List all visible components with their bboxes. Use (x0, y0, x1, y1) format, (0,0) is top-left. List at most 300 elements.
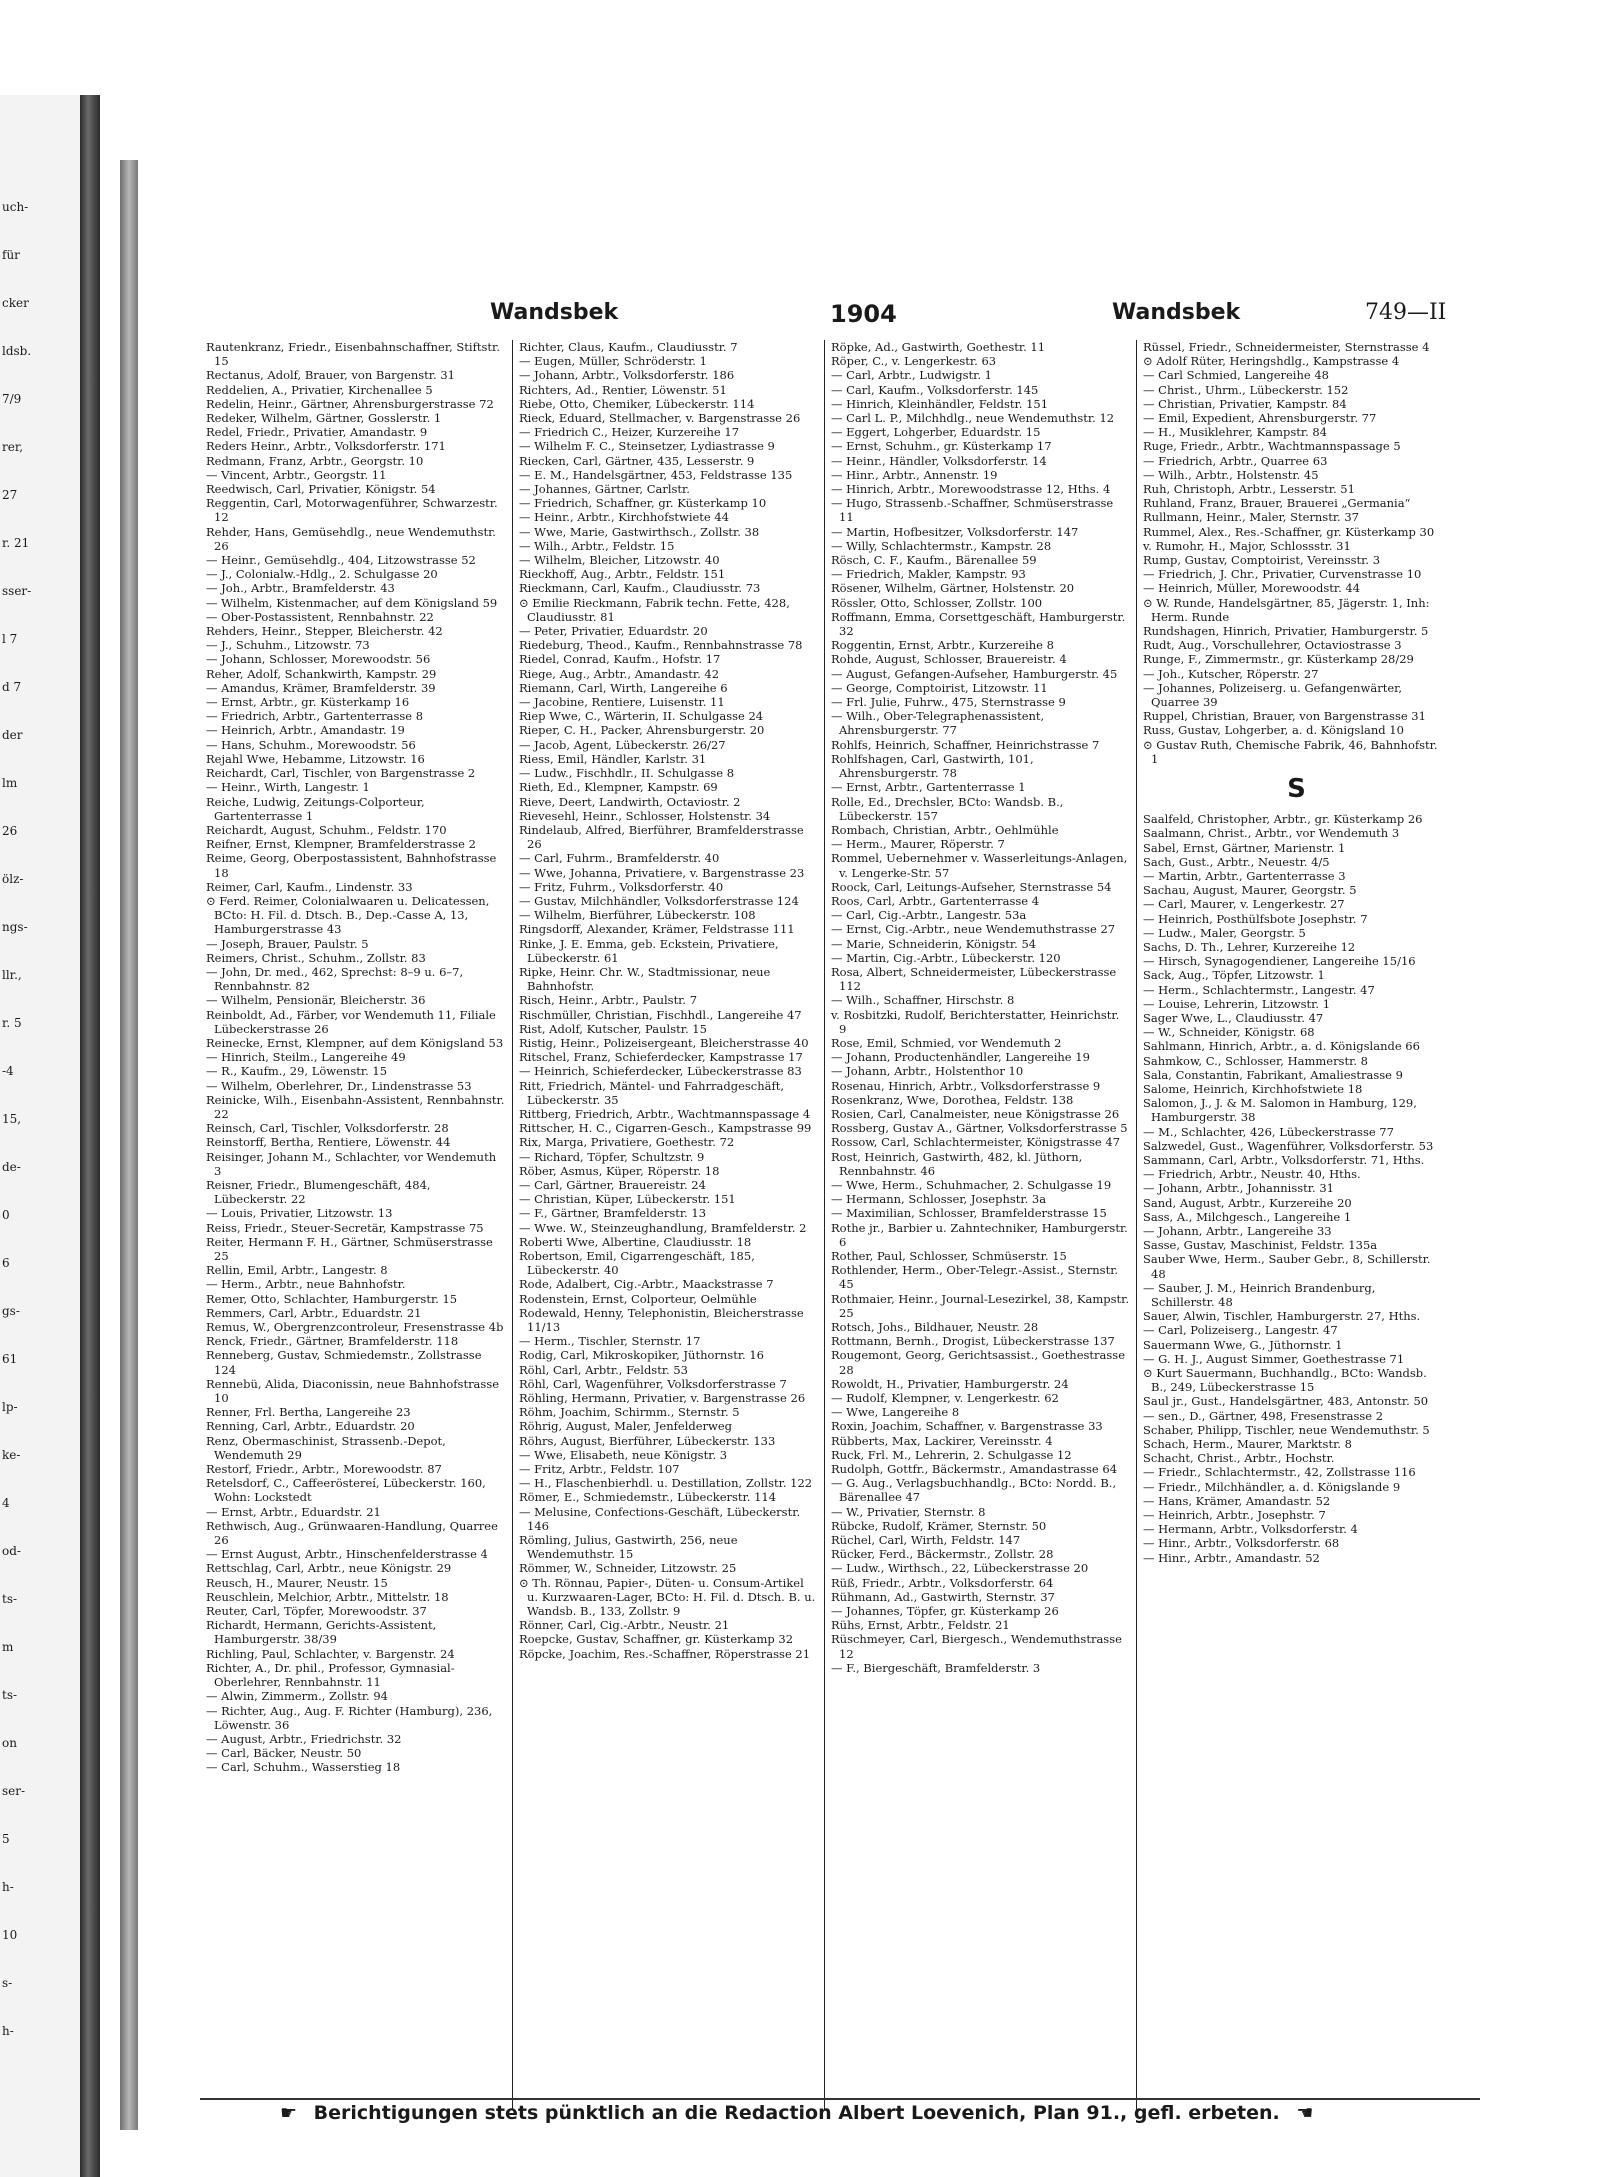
directory-entry: — Heinrich, Posthülfsbote Josephstr. 7 (1143, 911, 1368, 926)
directory-entry: Röhrs, August, Bierführer, Lübeckerstr. 133 (519, 1433, 776, 1448)
directory-entry: — Heinr., Wirth, Langestr. 1 (206, 780, 370, 795)
facing-page-text-fragment: 5 (2, 1832, 10, 1846)
facing-page-text-fragment: 15, (2, 1112, 22, 1126)
directory-entry: Sasse, Gustav, Maschinist, Feldstr. 135a (1143, 1238, 1378, 1253)
directory-entry: Rindelaub, Alfred, Bierführer, Bramfelderstrasse 26 (519, 822, 804, 852)
directory-entry: — Ernst August, Arbtr., Hinschenfelderstrasse 4 (206, 1547, 488, 1562)
directory-entry: — August, Arbtr., Friedrichstr. 32 (206, 1731, 402, 1746)
directory-entry: — Friedrich, Makler, Kampstr. 93 (831, 567, 1026, 582)
directory-entry: — Johann, Arbtr., Volksdorferstr. 186 (519, 368, 735, 383)
directory-entry: Saul jr., Gust., Handelsgärtner, 483, Antonstr. 50 (1143, 1394, 1429, 1409)
section-letter: S (1287, 774, 1306, 805)
directory-entry: — Wilhelm, Oberlehrer, Dr., Lindenstrasse 53 (206, 1078, 472, 1093)
directory-entry: Robertson, Emil, Cigarrengeschäft, 185, Lübeckerstr. 40 (519, 1249, 755, 1278)
directory-entry: Redelin, Heinr., Gärtner, Ahrensburgerstrasse 72 (206, 396, 494, 411)
directory-entry: Schach, Herm., Maurer, Marktstr. 8 (1143, 1437, 1352, 1452)
directory-entry: — Martin, Arbtr., Gartenterrasse 3 (1143, 868, 1346, 883)
facing-page-text-fragment: ldsb. (2, 344, 32, 358)
facing-page-text-fragment: d 7 (2, 680, 22, 694)
directory-entry: — Alwin, Zimmerm., Zollstr. 94 (206, 1689, 389, 1704)
directory-entry: — Wwe, Langereihe 8 (831, 1405, 960, 1420)
directory-entry: Sauer, Alwin, Tischler, Hamburgerstr. 27, Hths. (1143, 1309, 1421, 1324)
directory-entry: Rinke, J. E. Emma, geb. Eckstein, Privatiere, Lübeckerstr. 61 (519, 936, 779, 965)
directory-entry: Retelsdorf, C., Caffeeröstereí, Lübeckerstr. 160, Wohn: Lockstedt (206, 1476, 486, 1505)
directory-entry: — Eggert, Lohgerber, Eduardstr. 15 (831, 425, 1041, 440)
directory-entry: Römer, E., Schmiedemstr., Lübeckerstr. 114 (519, 1490, 777, 1505)
directory-entry: — Wilhelm, Pensionär, Bleicherstr. 36 (206, 993, 426, 1008)
directory-entry: Ruhland, Franz, Brauer, Brauerei „Germania“ (1143, 496, 1411, 511)
directory-entry: Sahmkow, C., Schlosser, Hammerstr. 8 (1143, 1053, 1368, 1068)
directory-entry: Reimers, Christ., Schuhm., Zollstr. 83 (206, 950, 426, 965)
directory-entry: Rodewald, Henny, Telephonistin, Bleicherstrasse 11/13 (519, 1305, 804, 1335)
directory-entry: Riege, Aug., Arbtr., Amandastr. 42 (519, 666, 720, 681)
directory-entry: — Herm., Arbtr., neue Bahnhofstr. (206, 1277, 406, 1292)
directory-entry: Renz, Obermaschinist, Strassenb.-Depot, Wendemuth 29 (206, 1433, 446, 1462)
facing-page-text-fragment: 6 (2, 1256, 10, 1270)
directory-entry: — Wilh., Arbtr., Feldstr. 15 (519, 538, 675, 553)
directory-entry: — Friedrich, Arbtr., Neustr. 40, Hths. (1143, 1167, 1361, 1182)
directory-entry: — Wilhelm, Bleicher, Litzowstr. 40 (519, 553, 720, 568)
directory-entry: — Ludw., Maler, Georgstr. 5 (1143, 925, 1306, 940)
directory-entry: — Amandus, Krämer, Bramfelderstr. 39 (206, 680, 436, 695)
directory-entry: Reiss, Friedr., Steuer-Secretär, Kampstrasse 75 (206, 1220, 484, 1235)
directory-entry: Rüchel, Carl, Wirth, Feldstr. 147 (831, 1533, 1021, 1548)
directory-entry: — Wwe. W., Steinzeughandlung, Bramfelderstr. 2 (519, 1220, 807, 1235)
facing-page-text-fragment: uch- (2, 200, 29, 214)
directory-entry: Richter, A., Dr. phil., Professor, Gymnasial-Oberlehrer, Rennbahnstr. 11 (206, 1660, 455, 1690)
directory-entry: Ripke, Heinr. Chr. W., Stadtmissionar, neue Bahnhofstr. (519, 964, 771, 994)
facing-page-text-fragment: lm (2, 776, 18, 790)
directory-entry: — Ober-Postassistent, Rennbahnstr. 22 (206, 609, 434, 624)
directory-entry: Rosenkranz, Wwe, Dorothea, Feldstr. 138 (831, 1092, 1074, 1107)
directory-entry: — Herm., Maurer, Röperstr. 7 (831, 837, 1005, 852)
directory-entry: — Hugo, Strassenb.-Schaffner, Schmüserstrasse 11 (831, 496, 1114, 525)
facing-page-text-fragment: l 7 (2, 632, 18, 646)
facing-page-text-fragment: r. 21 (2, 536, 30, 550)
directory-entry: Renning, Carl, Arbtr., Eduardstr. 20 (206, 1419, 415, 1434)
directory-entry: — Hans, Schuhm., Morewoodstr. 56 (206, 737, 416, 752)
directory-entry: Rossow, Carl, Schlachtermeister, Königstrasse 47 (831, 1135, 1120, 1150)
directory-entry: Ristig, Heinr., Polizeisergeant, Bleicherstrasse 40 (519, 1035, 809, 1050)
directory-entry: Rost, Heinrich, Gastwirth, 482, kl. Jüthorn, Rennbahnstr. 46 (831, 1149, 1083, 1178)
facing-page-text-fragment: h- (2, 1880, 14, 1894)
directory-entry: — G. Aug., Verlagsbuchhandlg., BCto: Nordd. B., Bärenallee 47 (831, 1476, 1117, 1505)
directory-entry: — M., Schlachter, 426, Lübeckerstrasse 77 (1143, 1124, 1394, 1139)
directory-entry: — Johann, Arbtr., Johannisstr. 31 (1143, 1181, 1334, 1196)
directory-entry: Rodig, Carl, Mikroskopiker, Jüthornstr. 16 (519, 1348, 765, 1363)
directory-entry: — Fritz, Fuhrm., Volksdorferstr. 40 (519, 879, 724, 894)
directory-entry: — Heinrich, Arbtr., Amandastr. 19 (206, 723, 405, 738)
directory-entry: — J., Colonialw.-Hdlg., 2. Schulgasse 20 (206, 567, 438, 582)
directory-entry: Ringsdorff, Alexander, Krämer, Feldstrasse 111 (519, 922, 795, 937)
facing-page-text-fragment: de- (2, 1160, 21, 1174)
directory-entry: — Carl, Fuhrm., Bramfelderstr. 40 (519, 851, 720, 866)
directory-entry: Rehders, Heinr., Stepper, Bleicherstr. 42 (206, 624, 443, 639)
directory-entry: Ruppel, Christian, Brauer, von Bargenstrasse 31 (1143, 709, 1426, 724)
directory-entry: — H., Musiklehrer, Kampstr. 84 (1143, 425, 1328, 440)
directory-entry: Röhl, Carl, Wagenführer, Volksdorferstrasse 7 (519, 1376, 787, 1391)
directory-entry: Risch, Heinr., Arbtr., Paulstr. 7 (519, 993, 698, 1008)
directory-entry: Rittscher, H. C., Cigarren-Gesch., Kampstrasse 99 (519, 1121, 812, 1136)
directory-entry: Saalfeld, Christopher, Arbtr., gr. Küsterkamp 26 (1143, 812, 1423, 827)
directory-entry: Sahlmann, Hinrich, Arbtr., a. d. Königslande 66 (1143, 1039, 1420, 1054)
directory-entry: Redel, Friedr., Privatier, Amandastr. 9 (206, 425, 428, 440)
directory-entry: Rowoldt, H., Privatier, Hamburgerstr. 24 (831, 1376, 1069, 1391)
directory-entry: Sauber Wwe, Herm., Sauber Gebr., 8, Schillerstr. 48 (1143, 1252, 1431, 1281)
directory-entry: — August, Gefangen-Aufseher, Hamburgerstr. 45 (831, 666, 1118, 681)
directory-entry: Reiche, Ludwig, Zeitungs-Colporteur, Gartenterrasse 1 (206, 794, 425, 823)
directory-entry: Rump, Gustav, Comptoirist, Vereinsstr. 3 (1143, 553, 1381, 568)
directory-entry: Reifner, Ernst, Klempner, Bramfelderstrasse 2 (206, 837, 476, 852)
facing-page-text-fragment: für (2, 248, 20, 262)
directory-entry: — Jacobine, Rentiere, Luisenstr. 11 (519, 695, 725, 710)
directory-entry: Restorf, Friedr., Arbtr., Morewoodstr. 87 (206, 1462, 442, 1477)
directory-entry: Rittberg, Friedrich, Arbtr., Wachtmannspassage 4 (519, 1106, 811, 1121)
facing-page-text-fragment: gs- (2, 1304, 20, 1318)
directory-entry: Roberti Wwe, Albertine, Claudiusstr. 18 (519, 1234, 752, 1249)
header-year: 1904 (830, 300, 897, 328)
directory-entry: Rüß, Friedr., Arbtr., Volksdorferstr. 64 (831, 1575, 1054, 1590)
directory-entry: — Joh., Arbtr., Bramfelderstr. 43 (206, 581, 395, 596)
directory-entry: — Hans, Krämer, Amandastr. 52 (1143, 1493, 1331, 1508)
directory-entry: ⊙ Kurt Sauermann, Buchhandlg., BCto: Wandsb. B., 249, Lübeckerstrasse 15 (1143, 1366, 1427, 1395)
directory-entry: — F., Biergeschäft, Bramfelderstr. 3 (831, 1660, 1041, 1675)
directory-entry: — Wilh., Arbtr., Holstenstr. 45 (1143, 467, 1319, 482)
directory-entry: Röhm, Joachim, Schirmm., Sternstr. 5 (519, 1405, 740, 1420)
directory-entry: Römling, Julius, Gastwirth, 256, neue Wendemuthstr. 15 (519, 1533, 738, 1562)
directory-entry: — Richter, Aug., Aug. F. Richter (Hamburg), 236, Löwenstr. 36 (206, 1703, 493, 1732)
directory-entry: Rönner, Carl, Cig.-Arbtr., Neustr. 21 (519, 1618, 730, 1633)
directory-entry: Ritschel, Franz, Schieferdecker, Kampstrasse 17 (519, 1050, 803, 1065)
directory-entry: Rode, Adalbert, Cig.-Arbtr., Maackstrasse 7 (519, 1277, 774, 1292)
directory-entry: — R., Kaufm., 29, Löwenstr. 15 (206, 1064, 388, 1079)
directory-entry: Rottmann, Bernh., Drogist, Lübeckerstrasse 137 (831, 1334, 1115, 1349)
directory-entry: Rösener, Wilhelm, Gärtner, Holstenstr. 20 (831, 581, 1075, 596)
directory-entry: Rothlender, Herm., Ober-Telegr.-Assist., Sternstr. 45 (831, 1263, 1119, 1292)
directory-entry: — H., Flaschenbierhdl. u. Destillation, Zollstr. 122 (519, 1476, 813, 1491)
directory-entry: Reinecke, Ernst, Klempner, auf dem Königsland 53 (206, 1035, 504, 1050)
directory-entry: — Wwe, Herm., Schuhmacher, 2. Schulgasse 19 (831, 1177, 1112, 1192)
directory-entry: Rectanus, Adolf, Brauer, von Bargenstr. 31 (206, 368, 455, 383)
directory-entry: — Hirsch, Synagogendiener, Langereihe 15/16 (1143, 954, 1416, 969)
directory-entry: Ritt, Friedrich, Mäntel- und Fahrradgeschäft, Lübeckerstr. 35 (519, 1078, 785, 1107)
page-gutter (120, 160, 138, 2130)
directory-entry: — Johann, Productenhändler, Langereihe 19 (831, 1050, 1090, 1065)
directory-entry: Römmer, W., Schneider, Litzowstr. 25 (519, 1561, 737, 1576)
directory-entry: — Ludw., Wirthsch., 22, Lübeckerstrasse 20 (831, 1561, 1089, 1576)
directory-entry: Rothe jr., Barbier u. Zahntechniker, Hamburgerstr. 6 (831, 1220, 1128, 1249)
directory-entry: Röber, Asmus, Küper, Röperstr. 18 (519, 1163, 720, 1178)
directory-entry: Rosa, Albert, Schneidermeister, Lübeckerstrasse 112 (831, 964, 1117, 994)
directory-entry: — Christian, Privatier, Kampstr. 84 (1143, 396, 1347, 411)
directory-entry: Renck, Friedr., Gärtner, Bramfelderstr. 118 (206, 1334, 459, 1349)
directory-entry: — Carl, Polizeiserg., Langestr. 47 (1143, 1323, 1338, 1338)
directory-entry: ⊙ W. Runde, Handelsgärtner, 85, Jägerstr. 1, Inh: Herm. Runde (1143, 595, 1430, 624)
directory-entry: — Hinrich, Steilm., Langereihe 49 (206, 1050, 406, 1065)
directory-entry: ⊙ Th. Rönnau, Papier-, Düten- u. Consum-Artikel u. Kurzwaaren-Lager, BCto: H. Fil. d. Dtsch. B. u. Wandsb. B., 133, Zollstr. 9 (519, 1575, 816, 1619)
facing-page-text-fragment: sser- (2, 584, 32, 598)
pointing-hand-icon: ☛ (280, 2102, 298, 2124)
directory-entry: Reinstorff, Bertha, Rentiere, Löwenstr. 44 (206, 1135, 451, 1150)
directory-entry: Roepcke, Gustav, Schaffner, gr. Küsterkamp 32 (519, 1632, 794, 1647)
facing-page-text-fragment: ngs- (2, 920, 28, 934)
directory-entry: — Friedrich, J. Chr., Privatier, Curvenstrasse 10 (1143, 567, 1422, 582)
directory-entry: Renner, Frl. Bertha, Langereihe 23 (206, 1405, 411, 1420)
directory-entry: Reisinger, Johann M., Schlachter, vor Wendemuth 3 (206, 1149, 497, 1178)
directory-entry: — Friedr., Milchhändler, a. d. Königslande 9 (1143, 1479, 1401, 1494)
column-1 (200, 340, 512, 2110)
directory-entry: Ruck, Frl. M., Lehrerin, 2. Schulgasse 12 (831, 1447, 1072, 1462)
directory-entry: — Gustav, Milchhändler, Volksdorferstrasse 124 (519, 893, 799, 908)
page-number: 749—II (1365, 300, 1447, 325)
directory-entry: Rolle, Ed., Drechsler, BCto: Wandsb. B., Lübeckerstr. 157 (831, 794, 1064, 823)
directory-entry: — Eugen, Müller, Schröderstr. 1 (519, 354, 707, 369)
directory-entry: Reggentin, Carl, Motorwagenführer, Schwarzestr. 12 (206, 496, 498, 525)
facing-page-text-fragment: 4 (2, 1496, 10, 1510)
directory-entry: — Friedr., Schlachtermstr., 42, Zollstrasse 116 (1143, 1465, 1416, 1480)
facing-page-text-fragment: 26 (2, 824, 18, 838)
facing-page-text-fragment: h- (2, 2024, 14, 2038)
directory-entry: Ruge, Friedr., Arbtr., Wachtmannspassage 5 (1143, 439, 1401, 454)
directory-entry: — Carl, Arbtr., Ludwigstr. 1 (831, 368, 992, 383)
directory-entry: Sach, Gust., Arbtr., Neuestr. 4/5 (1143, 854, 1330, 869)
directory-entry: Rieth, Ed., Klempner, Kampstr. 69 (519, 780, 718, 795)
facing-page-text-fragment: rer, (2, 440, 24, 454)
directory-entry: — Ernst, Arbtr., Eduardstr. 21 (206, 1504, 381, 1519)
directory-entry: — E. M., Handelsgärtner, 453, Feldstrasse 135 (519, 467, 793, 482)
directory-entry: — Marie, Schneiderin, Königstr. 54 (831, 936, 1037, 951)
directory-entry: Rösch, C. F., Kaufm., Bärenallee 59 (831, 553, 1037, 568)
directory-entry: — Richard, Töpfer, Schultzstr. 9 (519, 1149, 705, 1164)
directory-entry: Röpcke, Joachim, Res.-Schaffner, Röperstrasse 21 (519, 1646, 811, 1661)
directory-entry: — F., Gärtner, Bramfelderstr. 13 (519, 1206, 707, 1221)
directory-entry: Sack, Aug., Töpfer, Litzowstr. 1 (1143, 968, 1325, 983)
directory-entry: Rüssel, Friedr., Schneidermeister, Sternstrasse 4 (1143, 340, 1430, 354)
directory-entry: — Louis, Privatier, Litzowstr. 13 (206, 1206, 393, 1221)
facing-page-text-fragment: r. 5 (2, 1016, 22, 1030)
facing-page-text-fragment: llr., (2, 968, 22, 982)
directory-entry: Saalmann, Christ., Arbtr., vor Wendemuth 3 (1143, 826, 1400, 841)
directory-entry: Reiter, Hermann F. H., Gärtner, Schmüserstrasse 25 (206, 1234, 493, 1263)
directory-entry: Reimer, Carl, Kaufm., Lindenstr. 33 (206, 879, 413, 894)
directory-entry: — G. H. J., August Simmer, Goethestrasse 71 (1143, 1351, 1405, 1366)
directory-entry: — Carl, Schuhm., Wasserstieg 18 (206, 1760, 401, 1775)
directory-entry: Rose, Emil, Schmied, vor Wendemuth 2 (831, 1035, 1062, 1050)
directory-entry: Sachau, August, Maurer, Georgstr. 5 (1143, 883, 1357, 898)
directory-entry: Rennebü, Alida, Diaconissin, neue Bahnhofstrasse 10 (206, 1376, 500, 1406)
directory-entry: Reher, Adolf, Schankwirth, Kampstr. 29 (206, 666, 437, 681)
directory-entry: — Joh., Kutscher, Röperstr. 27 (1143, 666, 1319, 681)
directory-entry: Rodenstein, Ernst, Colporteur, Oelmühle (519, 1291, 757, 1306)
directory-entry: — Maximilian, Schlosser, Bramfelderstrasse 15 (831, 1206, 1107, 1221)
directory-entry: Reinsch, Carl, Tischler, Volksdorferstr. 28 (206, 1121, 449, 1136)
directory-entry: ⊙ Adolf Rüter, Heringshdlg., Kampstrasse 4 (1143, 354, 1400, 369)
directory-entry: ⊙ Gustav Ruth, Chemische Fabrik, 46, Bahnhofstr. 1 (1143, 737, 1438, 766)
directory-entry: Rombach, Christian, Arbtr., Oehlmühle (831, 822, 1059, 837)
directory-entry: — Heinrich, Arbtr., Josephstr. 7 (1143, 1508, 1326, 1523)
directory-entry: Rössler, Otto, Schlosser, Zollstr. 100 (831, 595, 1043, 610)
facing-page-text-fragment: 61 (2, 1352, 18, 1366)
footer-rule (200, 2098, 1480, 2100)
directory-entry: — Joseph, Brauer, Paulstr. 5 (206, 936, 369, 951)
directory-entry: — Ernst, Arbtr., Gartenterrasse 1 (831, 780, 1026, 795)
directory-entry: Rieckhoff, Aug., Arbtr., Feldstr. 151 (519, 567, 726, 582)
directory-entry: Rehder, Hans, Gemüsehdlg., neue Wendemuthstr. 26 (206, 524, 496, 553)
directory-entry: Röhrig, August, Maler, Jenfelderweg (519, 1419, 733, 1434)
directory-entry: Remus, W., Obergrenzcontroleur, Fresenstrasse 4b (206, 1320, 504, 1335)
directory-page (200, 300, 1480, 2130)
directory-entry: Rohlfs, Heinrich, Schaffner, Heinrichstrasse 7 (831, 737, 1100, 752)
directory-entry: Reuter, Carl, Töpfer, Morewoodstr. 37 (206, 1604, 427, 1619)
facing-page-text-fragment: s- (2, 1976, 13, 1990)
directory-entry: Renneberg, Gustav, Schmiedemstr., Zollstrasse 124 (206, 1348, 482, 1377)
directory-entry: Rieck, Eduard, Stellmacher, v. Bargenstrasse 26 (519, 411, 801, 426)
directory-entry: Reisner, Friedr., Blumengeschäft, 484, Lübeckerstr. 22 (206, 1177, 431, 1207)
directory-entry: — Friedrich, Schaffner, gr. Küsterkamp 10 (519, 496, 767, 511)
directory-entry: Röpke, Ad., Gastwirth, Goethestr. 11 (831, 340, 1046, 354)
directory-entry: — Christ., Uhrm., Lübeckerstr. 152 (1143, 382, 1349, 397)
directory-entry: — Heinrich, Müller, Morewoodstr. 44 (1143, 581, 1361, 596)
facing-page-text-fragment: ts- (2, 1688, 18, 1702)
directory-entry: Rommel, Uebernehmer v. Wasserleitungs-Anlagen, v. Lengerke-Str. 57 (831, 851, 1128, 880)
directory-entry: Rummel, Alex., Res.-Schaffner, gr. Küsterkamp 30 (1143, 524, 1435, 539)
directory-entry: — Carl, Gärtner, Brauereistr. 24 (519, 1177, 706, 1192)
running-header (200, 300, 1480, 336)
directory-entry: — Heinr., Arbtr., Kirchhofstwiete 44 (519, 510, 730, 525)
directory-entry: Schacht, Christ., Arbtr., Hochstr. (1143, 1451, 1335, 1466)
directory-entry: Rühmann, Ad., Gastwirth, Sternstr. 37 (831, 1589, 1055, 1604)
directory-entry: Reusch, H., Maurer, Neustr. 15 (206, 1575, 388, 1590)
header-left-title: Wandsbek (490, 300, 619, 325)
directory-entry: Reuschlein, Melchior, Arbtr., Mittelstr. 18 (206, 1589, 449, 1604)
directory-entry: Sauermann Wwe, G., Jüthornstr. 1 (1143, 1337, 1343, 1352)
directory-entry: — Fritz, Arbtr., Feldstr. 107 (519, 1462, 680, 1477)
directory-entry: Riecken, Carl, Gärtner, 435, Lesserstr. 9 (519, 453, 755, 468)
facing-page-text-fragment: -4 (2, 1064, 14, 1078)
directory-entry: Roggentin, Ernst, Arbtr., Kurzereihe 8 (831, 638, 1054, 653)
directory-entry: — Hinrich, Kleinhändler, Feldstr. 151 (831, 396, 1049, 411)
directory-entry: Reedwisch, Carl, Privatier, Königstr. 54 (206, 482, 436, 497)
directory-entry: Rudolph, Gottfr., Bäckermstr., Amandastrasse 64 (831, 1462, 1118, 1477)
directory-entry: — Frl. Julie, Fuhrw., 475, Sternstrasse 9 (831, 695, 1066, 710)
directory-entry: Rücker, Ferd., Bäckermstr., Zollstr. 28 (831, 1547, 1054, 1562)
directory-entry: — Friedrich, Arbtr., Gartenterrasse 8 (206, 709, 424, 724)
directory-entry: Reinicke, Wilh., Eisenbahn-Assistent, Rennbahnstr. 22 (206, 1092, 505, 1121)
directory-entry: Rohlfshagen, Carl, Gastwirth, 101, Ahrensburgerstr. 78 (831, 751, 1034, 781)
directory-entry: — Ernst, Cig.-Arbtr., neue Wendemuthstrasse 27 (831, 922, 1116, 937)
facing-page-text-fragment: lp- (2, 1400, 18, 1414)
directory-entry: — Heinr., Gemüsehdlg., 404, Litzowstrasse 52 (206, 553, 476, 568)
directory-entry: Rübberts, Max, Lackirer, Vereinsstr. 4 (831, 1433, 1053, 1448)
directory-entry: Roxin, Joachim, Schaffner, v. Bargenstrasse 33 (831, 1419, 1103, 1434)
directory-entry: Riep Wwe, C., Wärterin, II. Schulgasse 24 (519, 709, 764, 724)
directory-entry: — Willy, Schlachtermstr., Kampstr. 28 (831, 538, 1052, 553)
directory-entry: — Wwe, Elisabeth, neue Königstr. 3 (519, 1447, 728, 1462)
directory-entry: — J., Schuhm., Litzowstr. 73 (206, 638, 370, 653)
directory-entry: Sammann, Carl, Arbtr., Volksdorferstr. 71, Hths. (1143, 1152, 1425, 1167)
directory-entry: Riess, Emil, Händler, Karlstr. 31 (519, 751, 707, 766)
directory-entry: — Hinr., Arbtr., Volksdorferstr. 68 (1143, 1536, 1340, 1551)
directory-entry: Reichardt, Carl, Tischler, von Bargenstrasse 2 (206, 766, 476, 781)
facing-page-fragments (0, 200, 118, 2150)
facing-page-text-fragment: cker (2, 296, 29, 310)
directory-entry: Richardt, Hermann, Gerichts-Assistent, Hamburgerstr. 38/39 (206, 1618, 437, 1647)
directory-entry: — Hinr., Arbtr., Annenstr. 19 (831, 467, 998, 482)
directory-entry: — Peter, Privatier, Eduardstr. 20 (519, 624, 708, 639)
directory-entry: Schaber, Philipp, Tischler, neue Wendemuthstr. 5 (1143, 1422, 1430, 1437)
directory-entry: — Johann, Arbtr., Holstenthor 10 (831, 1064, 1024, 1079)
directory-entry: — Ernst, Schuhm., gr. Küsterkamp 17 (831, 439, 1052, 454)
directory-entry: Reinboldt, Ad., Färber, vor Wendemuth 11, Filiale Lübeckerstrasse 26 (206, 1007, 496, 1036)
facing-page-text-fragment: ser- (2, 1784, 26, 1798)
directory-entry: Sala, Constantin, Fabrikant, Amaliestrasse 9 (1143, 1067, 1403, 1082)
directory-entry: — Johann, Schlosser, Morewoodstr. 56 (206, 652, 431, 667)
directory-entry: Rischmüller, Christian, Fischhdl., Langereihe 47 (519, 1007, 802, 1022)
directory-entry: Rossberg, Gustav A., Gärtner, Volksdorferstrasse 5 (831, 1121, 1128, 1136)
directory-entry: — Johannes, Töpfer, gr. Küsterkamp 26 (831, 1604, 1059, 1619)
directory-entry: Reime, Georg, Oberpostassistent, Bahnhofstrasse 18 (206, 851, 497, 880)
directory-entry: — Jacob, Agent, Lübeckerstr. 26/27 (519, 737, 726, 752)
directory-entry: — Johannes, Gärtner, Carlstr. (519, 482, 690, 497)
directory-entry: Rohde, August, Schlosser, Brauereistr. 4 (831, 652, 1067, 667)
directory-entry: Rother, Paul, Schlosser, Schmüserstr. 15 (831, 1249, 1067, 1263)
directory-entry: — George, Comptoirist, Litzowstr. 11 (831, 680, 1048, 695)
directory-entry: Riedeburg, Theod., Kaufm., Rennbahnstrasse 78 (519, 638, 803, 653)
directory-entry: — Herm., Tischler, Sternstr. 17 (519, 1334, 701, 1349)
directory-entry: — sen., D., Gärtner, 498, Fresenstrasse 2 (1143, 1408, 1384, 1423)
directory-entry: Rejahl Wwe, Hebamme, Litzowstr. 16 (206, 751, 425, 766)
directory-entry: — Christian, Küper, Lübeckerstr. 151 (519, 1192, 736, 1207)
facing-page-text-fragment: 7/9 (2, 392, 22, 406)
facing-page-text-fragment: 27 (2, 488, 18, 502)
directory-entry: Remer, Otto, Schlachter, Hamburgerstr. 15 (206, 1291, 458, 1306)
directory-entry: Ruh, Christoph, Arbtr., Lesserstr. 51 (1143, 482, 1355, 497)
directory-entry: Rosien, Carl, Canalmeister, neue Königstrasse 26 (831, 1106, 1120, 1121)
directory-entry: Remmers, Carl, Arbtr., Eduardstr. 21 (206, 1305, 422, 1320)
directory-entry: — Sauber, J. M., Heinrich Brandenburg, Schillerstr. 48 (1143, 1280, 1376, 1309)
directory-entry: Roffmann, Emma, Corsettgeschäft, Hamburgerstr. 32 (831, 609, 1126, 639)
directory-entry: — Ludw., Fischhdlr., II. Schulgasse 8 (519, 766, 735, 781)
directory-entry: Rüschmeyer, Carl, Biergesch., Wendemuthstrasse 12 (831, 1632, 1122, 1661)
directory-entry: — Emil, Expedient, Ahrensburgerstr. 77 (1143, 411, 1377, 426)
directory-entry: — Wilhelm, Bierführer, Lübeckerstr. 108 (519, 908, 756, 923)
directory-entry: — Friedrich, Arbtr., Quarree 63 (1143, 453, 1328, 468)
directory-entry: Salzwedel, Gust., Wagenführer, Volksdorferstr. 53 (1143, 1138, 1434, 1153)
directory-entry: — Wilhelm F. C., Steinsetzer, Lydiastrasse 9 (519, 439, 775, 454)
directory-entry: — W., Schneider, Königstr. 68 (1143, 1025, 1315, 1040)
directory-entry: Riedel, Conrad, Kaufm., Hofstr. 17 (519, 652, 721, 667)
facing-page-text-fragment: od- (2, 1544, 21, 1558)
directory-entry: Rieckmann, Carl, Kaufm., Claudiusstr. 73 (519, 581, 761, 596)
footer-notice (270, 2102, 1370, 2124)
directory-entry: Roos, Carl, Arbtr., Gartenterrasse 4 (831, 893, 1040, 908)
facing-page-text-fragment: 10 (2, 1928, 18, 1942)
header-right-title: Wandsbek (1112, 300, 1241, 325)
directory-entry: — Heinrich, Schieferdecker, Lübeckerstrasse 83 (519, 1064, 802, 1079)
facing-page-text-fragment: ölz- (2, 872, 24, 886)
pointing-hand-icon: ☚ (1296, 2102, 1314, 2124)
directory-entry: — Melusine, Confections-Geschäft, Lübeckerstr. 146 (519, 1504, 801, 1533)
directory-entry: — W., Privatier, Sternstr. 8 (831, 1504, 986, 1519)
directory-entry: Reddelien, A., Privatier, Kirchenallee 5 (206, 382, 433, 397)
directory-entry: — John, Dr. med., 462, Sprechst: 8–9 u. 6–7, Rennbahnstr. 82 (206, 964, 464, 994)
directory-entry: Richters, Ad., Rentier, Löwenstr. 51 (519, 382, 727, 397)
column-2 (512, 340, 824, 2110)
directory-entry: Rullmann, Heinr., Maler, Sternstr. 37 (1143, 510, 1359, 525)
directory-entry: Rougemont, Georg, Gerichtsassist., Goethestrasse 28 (831, 1348, 1126, 1377)
directory-entry: Rieve, Deert, Landwirth, Octaviostr. 2 (519, 794, 741, 809)
facing-page-text-fragment: ke- (2, 1448, 21, 1462)
